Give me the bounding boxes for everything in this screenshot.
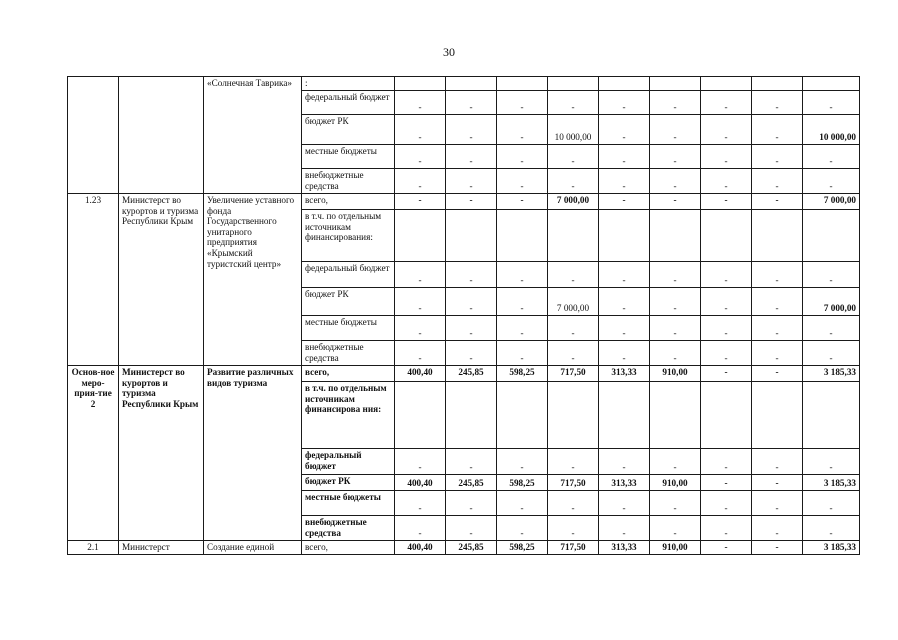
value-cell: -: [395, 449, 446, 475]
value-cell: -: [803, 262, 860, 288]
value-cell: -: [701, 194, 752, 210]
value-cell: [803, 210, 860, 262]
value-cell: -: [446, 491, 497, 516]
value-cell: 400,40: [395, 475, 446, 491]
value-cell: -: [701, 169, 752, 194]
value-cell: -: [446, 316, 497, 341]
value-cell: -: [548, 316, 599, 341]
value-cell: -: [650, 91, 701, 115]
value-cell: -: [599, 516, 650, 541]
value-cell: -: [497, 449, 548, 475]
value-cell: 3 185,33: [803, 366, 860, 382]
value-cell: 7 000,00: [548, 288, 599, 316]
value-cell: -: [752, 288, 803, 316]
value-cell: 245,85: [446, 366, 497, 382]
table-row: [68, 77, 860, 91]
funding-source-cell: внебюджетные средства: [302, 169, 395, 194]
value-cell: 7 000,00: [803, 288, 860, 316]
value-cell: -: [599, 288, 650, 316]
value-cell: [650, 210, 701, 262]
value-cell: -: [701, 145, 752, 169]
value-cell: -: [599, 145, 650, 169]
value-cell: -: [752, 491, 803, 516]
value-cell: -: [446, 91, 497, 115]
value-cell: 3 185,33: [803, 541, 860, 555]
value-cell: -: [752, 115, 803, 145]
measure-name-cell: «Солнечная Таврика»: [204, 77, 302, 194]
value-cell: -: [599, 262, 650, 288]
value-cell: -: [701, 541, 752, 555]
value-cell: -: [599, 115, 650, 145]
executor-cell: Министерст во курортов и туризма Республики Крым: [119, 366, 204, 541]
value-cell: -: [497, 288, 548, 316]
value-cell: -: [497, 316, 548, 341]
value-cell: -: [548, 145, 599, 169]
value-cell: -: [752, 262, 803, 288]
table-row: [68, 366, 860, 382]
value-cell: 717,50: [548, 541, 599, 555]
value-cell: -: [395, 194, 446, 210]
value-cell: [599, 77, 650, 91]
executor-cell: Министерст: [119, 541, 204, 555]
table-row: [68, 194, 860, 210]
value-cell: -: [803, 516, 860, 541]
value-cell: -: [701, 366, 752, 382]
value-cell: -: [548, 262, 599, 288]
value-cell: -: [650, 449, 701, 475]
value-cell: [446, 210, 497, 262]
value-cell: 10 000,00: [803, 115, 860, 145]
value-cell: -: [395, 91, 446, 115]
value-cell: [752, 210, 803, 262]
funding-source-cell: местные бюджеты: [302, 145, 395, 169]
value-cell: 313,33: [599, 541, 650, 555]
measure-code-cell: 1.23: [68, 194, 119, 366]
value-cell: [395, 77, 446, 91]
value-cell: -: [548, 169, 599, 194]
value-cell: [599, 382, 650, 449]
value-cell: 717,50: [548, 366, 599, 382]
measure-code-cell: Основ-ное меро-прия-тие 2: [68, 366, 119, 541]
value-cell: -: [650, 145, 701, 169]
value-cell: [650, 77, 701, 91]
value-cell: -: [446, 516, 497, 541]
value-cell: [497, 77, 548, 91]
value-cell: -: [701, 316, 752, 341]
value-cell: -: [752, 366, 803, 382]
value-cell: [701, 210, 752, 262]
value-cell: -: [395, 516, 446, 541]
value-cell: -: [701, 262, 752, 288]
value-cell: -: [650, 262, 701, 288]
value-cell: -: [803, 491, 860, 516]
value-cell: -: [701, 288, 752, 316]
value-cell: -: [752, 341, 803, 366]
value-cell: -: [497, 115, 548, 145]
value-cell: -: [497, 91, 548, 115]
value-cell: 910,00: [650, 541, 701, 555]
value-cell: -: [650, 115, 701, 145]
value-cell: 245,85: [446, 541, 497, 555]
value-cell: [752, 382, 803, 449]
value-cell: -: [497, 491, 548, 516]
funding-source-cell: бюджет РК: [302, 475, 395, 491]
value-cell: 313,33: [599, 366, 650, 382]
value-cell: 598,25: [497, 475, 548, 491]
value-cell: -: [395, 115, 446, 145]
value-cell: -: [446, 262, 497, 288]
value-cell: -: [803, 145, 860, 169]
value-cell: [497, 382, 548, 449]
value-cell: -: [752, 91, 803, 115]
measure-code-cell: [68, 77, 119, 194]
funding-source-cell: всего,: [302, 366, 395, 382]
value-cell: -: [752, 516, 803, 541]
value-cell: -: [599, 491, 650, 516]
value-cell: -: [599, 449, 650, 475]
value-cell: -: [803, 316, 860, 341]
value-cell: -: [446, 145, 497, 169]
value-cell: [701, 382, 752, 449]
value-cell: -: [701, 341, 752, 366]
value-cell: [446, 77, 497, 91]
value-cell: -: [650, 516, 701, 541]
value-cell: -: [395, 316, 446, 341]
table-row: [68, 541, 860, 555]
measure-code-cell: 2.1: [68, 541, 119, 555]
value-cell: -: [548, 516, 599, 541]
value-cell: -: [650, 288, 701, 316]
value-cell: [497, 210, 548, 262]
value-cell: -: [395, 491, 446, 516]
executor-cell: Министерст во курортов и туризма Республики Крым: [119, 194, 204, 366]
value-cell: -: [497, 516, 548, 541]
value-cell: [548, 382, 599, 449]
value-cell: [803, 77, 860, 91]
value-cell: -: [395, 145, 446, 169]
value-cell: -: [803, 449, 860, 475]
value-cell: -: [395, 169, 446, 194]
funding-source-cell: :: [302, 77, 395, 91]
value-cell: -: [599, 341, 650, 366]
value-cell: -: [497, 262, 548, 288]
value-cell: -: [701, 91, 752, 115]
funding-source-cell: всего,: [302, 194, 395, 210]
value-cell: -: [395, 288, 446, 316]
value-cell: -: [446, 194, 497, 210]
value-cell: -: [701, 475, 752, 491]
value-cell: -: [752, 194, 803, 210]
page-number: 30: [443, 45, 455, 59]
value-cell: -: [803, 91, 860, 115]
value-cell: 7 000,00: [803, 194, 860, 210]
value-cell: -: [548, 491, 599, 516]
value-cell: -: [497, 169, 548, 194]
value-cell: -: [548, 341, 599, 366]
value-cell: -: [701, 115, 752, 145]
funding-source-cell: внебюджетные средства: [302, 341, 395, 366]
value-cell: [395, 210, 446, 262]
value-cell: -: [650, 194, 701, 210]
value-cell: -: [599, 316, 650, 341]
value-cell: -: [650, 491, 701, 516]
value-cell: -: [548, 449, 599, 475]
value-cell: 598,25: [497, 366, 548, 382]
value-cell: 313,33: [599, 475, 650, 491]
value-cell: -: [650, 341, 701, 366]
value-cell: 3 185,33: [803, 475, 860, 491]
funding-source-cell: федеральный бюджет: [302, 449, 395, 475]
funding-source-cell: бюджет РК: [302, 288, 395, 316]
value-cell: [395, 382, 446, 449]
value-cell: 910,00: [650, 366, 701, 382]
value-cell: -: [446, 115, 497, 145]
value-cell: -: [752, 316, 803, 341]
value-cell: -: [497, 194, 548, 210]
value-cell: [803, 382, 860, 449]
value-cell: -: [650, 169, 701, 194]
value-cell: -: [752, 169, 803, 194]
value-cell: 598,25: [497, 541, 548, 555]
value-cell: -: [497, 145, 548, 169]
measure-name-cell: Создание единой: [204, 541, 302, 555]
value-cell: -: [599, 194, 650, 210]
value-cell: [701, 77, 752, 91]
value-cell: -: [803, 341, 860, 366]
value-cell: [446, 382, 497, 449]
executor-cell: [119, 77, 204, 194]
value-cell: -: [446, 288, 497, 316]
funding-source-cell: внебюджетные средства: [302, 516, 395, 541]
value-cell: 400,40: [395, 366, 446, 382]
value-cell: -: [599, 91, 650, 115]
value-cell: 910,00: [650, 475, 701, 491]
funding-source-cell: бюджет РК: [302, 115, 395, 145]
value-cell: -: [446, 341, 497, 366]
value-cell: [599, 210, 650, 262]
value-cell: -: [650, 316, 701, 341]
value-cell: [752, 77, 803, 91]
value-cell: [548, 77, 599, 91]
value-cell: 7 000,00: [548, 194, 599, 210]
value-cell: 717,50: [548, 475, 599, 491]
funding-source-cell: федеральный бюджет: [302, 262, 395, 288]
value-cell: 400,40: [395, 541, 446, 555]
value-cell: -: [446, 169, 497, 194]
value-cell: -: [701, 449, 752, 475]
value-cell: -: [548, 91, 599, 115]
funding-source-cell: в т.ч. по отдельным источникам финансирования:: [302, 210, 395, 262]
table-body: [68, 77, 860, 555]
value-cell: -: [752, 541, 803, 555]
value-cell: -: [803, 169, 860, 194]
funding-source-cell: местные бюджеты: [302, 316, 395, 341]
value-cell: -: [752, 145, 803, 169]
value-cell: [650, 382, 701, 449]
value-cell: -: [395, 341, 446, 366]
value-cell: -: [395, 262, 446, 288]
budget-table: [67, 76, 860, 555]
value-cell: 10 000,00: [548, 115, 599, 145]
value-cell: -: [497, 341, 548, 366]
value-cell: -: [752, 475, 803, 491]
value-cell: -: [701, 516, 752, 541]
value-cell: -: [701, 491, 752, 516]
funding-source-cell: в т.ч. по отдельным источникам финансирова ния:: [302, 382, 395, 449]
funding-source-cell: местные бюджеты: [302, 491, 395, 516]
value-cell: -: [599, 169, 650, 194]
value-cell: -: [752, 449, 803, 475]
funding-source-cell: всего,: [302, 541, 395, 555]
funding-source-cell: федеральный бюджет: [302, 91, 395, 115]
measure-name-cell: Развитие различных видов туризма: [204, 366, 302, 541]
value-cell: [548, 210, 599, 262]
value-cell: 245,85: [446, 475, 497, 491]
measure-name-cell: Увеличение уставного фонда Государственного унитарного предприятия «Крымский туристский центр»: [204, 194, 302, 366]
value-cell: -: [446, 449, 497, 475]
